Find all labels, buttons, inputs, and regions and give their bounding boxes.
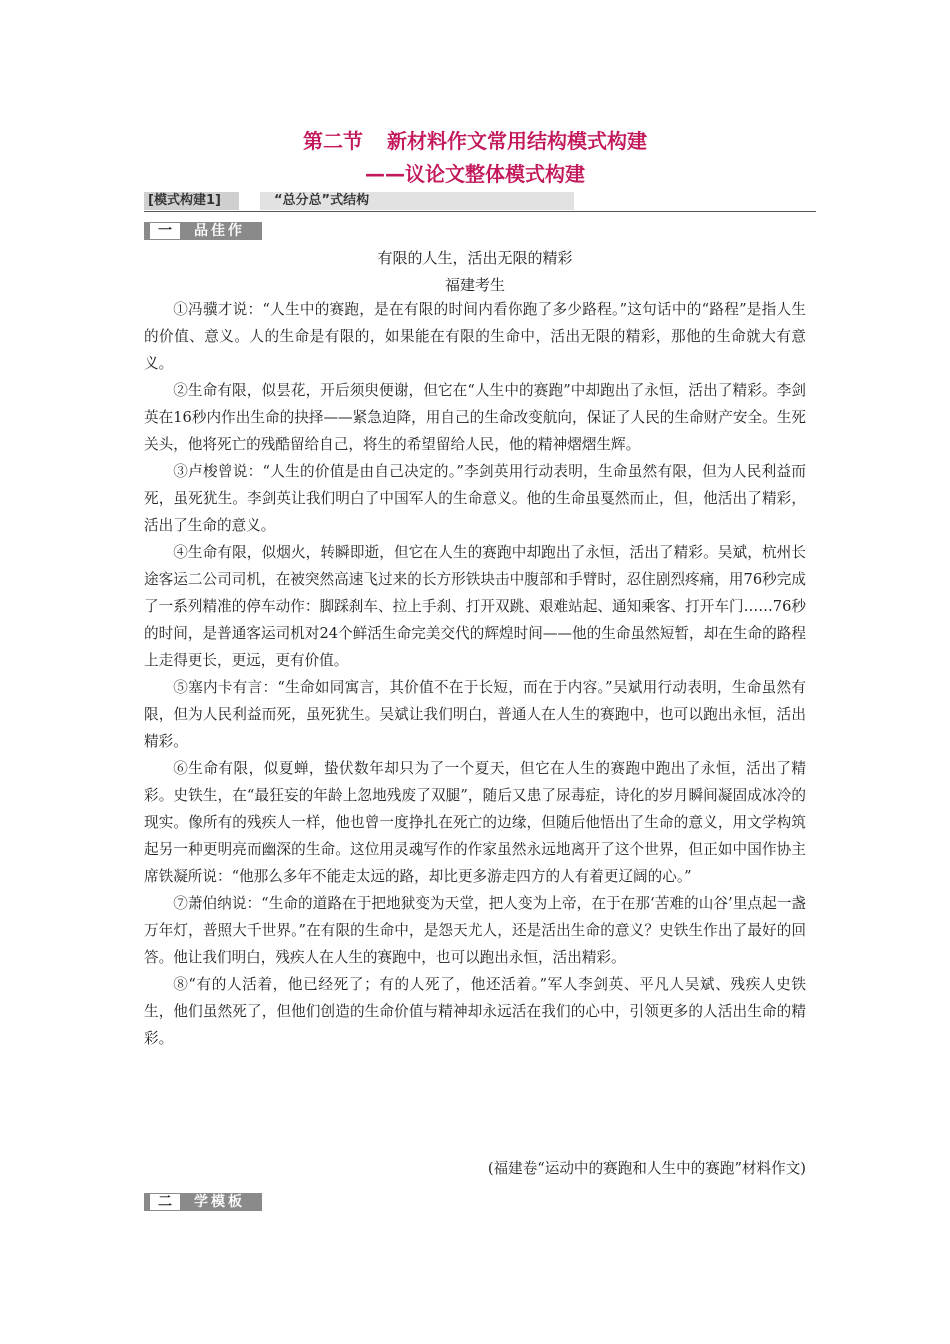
article-paragraph: ⑥生命有限，似夏蝉，蛰伏数年却只为了一个夏天，但它在人生的赛跑中跑出了永恒，活出了精彩。史铁生，在“最狂妄的年龄上忽地残废了双腿”，随后又患了尿毒症，诗化的岁月瞬间凝固成冰冷的现实。像所有的残疾人一样，他也曾一度挣扎在死亡的边缘，但随后他悟出了生命的意义，用文学构筑起另一种更明亮而幽深的生命。这位用灵魂写作的作家虽然永远地离开了这个世界，但正如中国作协主席铁凝所说：“他那么多年不能走太远的路，却比更多游走四方的人有着更辽阔的心。” (144, 760, 806, 885)
section-number-text: 第二节 (303, 129, 363, 153)
module-header (144, 192, 816, 212)
page-subtitle: ——议论文整体模式构建 (365, 162, 585, 186)
article-paragraph: ⑦萧伯纳说：“生命的道路在于把地狱变为天堂，把人变为上帝，在于在那‘苦难的山谷’里点起一盏万年灯，普照大千世界。”在有限的生命中，是怨天尤人，还是活出生命的意义？史铁生作出了最好的回答。他让我们明白，残疾人在人生的赛跑中，也可以跑出永恒，活出精彩。 (144, 895, 806, 966)
article-body (144, 296, 806, 1052)
article-author: 福建考生 (444, 276, 505, 294)
section-badge-number: 二 (150, 1194, 180, 1210)
article-paragraph: ③卢梭曾说：“人生的价值是由自己决定的。”李剑英用行动表明，生命虽然有限，但为人民利益而死，虽死犹生。李剑英让我们明白了中国军人的生命意义。他的生命虽戛然而止，但，他活出了精彩，活出了生命的意义。 (144, 463, 806, 534)
section-badge-label: 品佳作 (194, 223, 245, 239)
article-paragraph: ⑤塞内卡有言：“生命如同寓言，其价值不在于长短，而在于内容。”吴斌用行动表明，生命虽然有限，但为人民利益而死，虽死犹生。吴斌让我们明白，普通人在人生的赛跑中，也可以跑出永恒，活出精彩。 (144, 679, 806, 750)
article-paragraph: ④生命有限，似烟火，转瞬即逝，但它在人生的赛跑中却跑出了永恒，活出了精彩。吴斌，杭州长途客运二公司司机，在被突然高速飞过来的长方形铁块击中腹部和手臂时，忍住剧烈疼痛，用76秒完成了一系列精准的停车动作：脚踩刹车、拉上手刹、打开双跳、艰难站起、通知乘客、打开车门……76秒的时间，是普通客运司机对24个鲜活生命完美交代的辉煌时间——他的生命虽然短暂，却在生命的路程上走得更长，更远，更有价值。 (144, 544, 806, 669)
article-title: 有限的人生，活出无限的精彩 (377, 249, 573, 267)
section-badge-label: 学模板 (194, 1194, 245, 1210)
section-badge-2 (144, 1193, 262, 1211)
module-title: “总分总”式结构 (260, 192, 574, 210)
section-badge-1 (144, 222, 262, 240)
article-paragraph: ⑧“有的人活着，他已经死了；有的人死了，他还活着。”军人李剑英、平凡人吴斌、残疾人史铁生，他们虽然死了，但他们创造的生命价值与精神却永远活在我们的心中，引领更多的人活出生命的精彩。 (144, 976, 806, 1047)
module-label: [模式构建1] (144, 192, 239, 210)
article-source: (福建卷“运动中的赛跑和人生中的赛跑”材料作文) (487, 1160, 806, 1177)
section-badge-number: 一 (150, 223, 180, 239)
module-divider (144, 211, 816, 212)
section-title-text: 新材料作文常用结构模式构建 (387, 129, 647, 153)
article-paragraph: ①冯骥才说：“人生中的赛跑，是在有限的时间内看你跑了多少路程。”这句话中的“路程”是指人生的价值、意义。人的生命是有限的，如果能在有限的生命中，活出无限的精彩，那他的生命就大有意义。 (144, 301, 806, 372)
page-title (0, 125, 950, 154)
article-paragraph: ②生命有限，似昙花，开后须臾便谢，但它在“人生中的赛跑”中却跑出了永恒，活出了精彩。李剑英在16秒内作出生命的抉择——紧急迫降，用自己的生命改变航向，保证了人民的生命财产安全。生死关头，他将死亡的残酷留给自己，将生的希望留给人民，他的精神熠熠生辉。 (144, 382, 806, 453)
